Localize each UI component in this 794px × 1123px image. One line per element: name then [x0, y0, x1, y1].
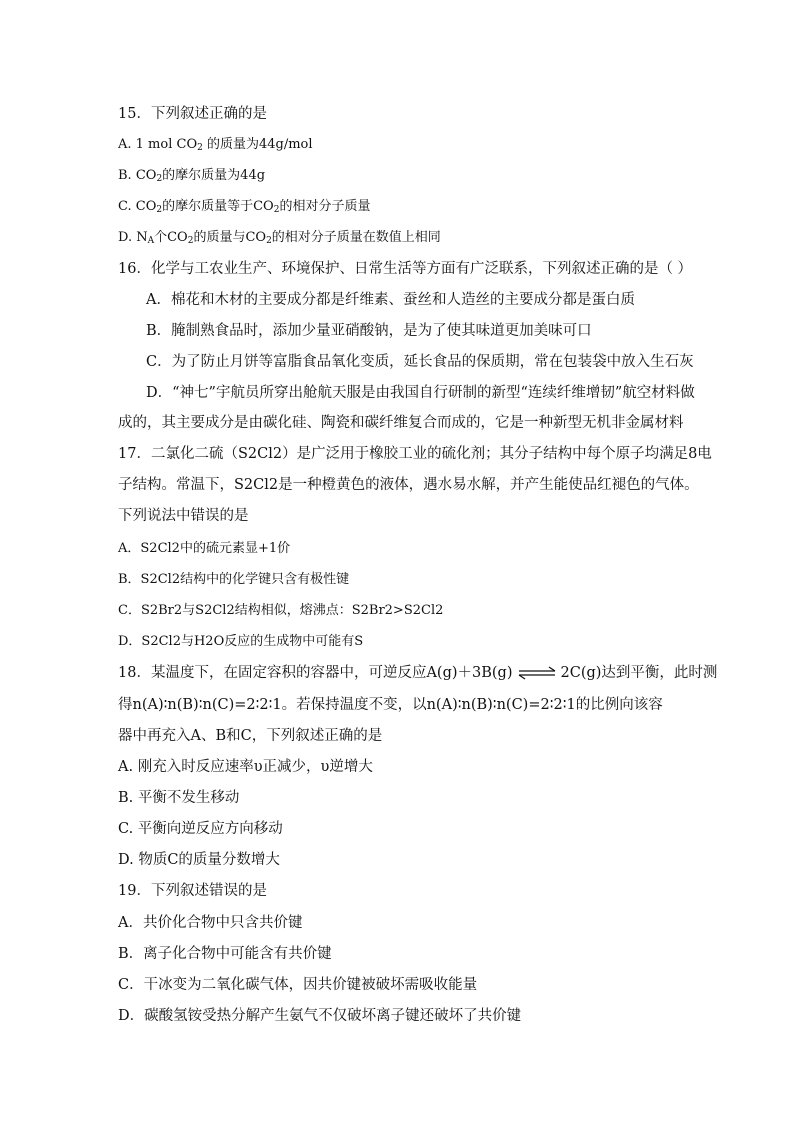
- q16-stem: 16．化学与工农业生产、环境保护、日常生活等方面有广泛联系，下列叙述正确的是（ ）: [118, 261, 693, 277]
- q16-option-d: D．“神七”宇航员所穿出舱航天服是由我国自行研制的新型“连续纤维增韧”航空材料做: [146, 385, 695, 401]
- q18-option-c: C. 平衡向逆反应方向移动: [118, 821, 283, 837]
- q17-stem-2: 子结构。常温下，S2Cl2是一种橙黄色的液体，遇水易水解，并产生能使品红褪色的气体。: [118, 477, 699, 493]
- q18-option-d: D. 物质C的质量分数增大: [118, 852, 280, 868]
- q19-option-b: B．离子化合物中可能含有共价键: [118, 946, 332, 962]
- q16-option-d-cont: 成的，其主要成分是由碳化硅、陶瓷和碳纤维复合而成的，它是一种新型无机非金属材料: [118, 415, 684, 431]
- q15-option-d: D. $N_A$个$CO_2$的质量与$CO_2$的相对分子质量在数值上相同: [118, 230, 441, 246]
- q17-option-c: C．S2Br2与S2Cl2结构相似，熔沸点：S2Br2>S2Cl2: [118, 603, 444, 618]
- q17-stem-1: 17．二氯化二硫（S2Cl2）是广泛用于橡胶工业的硫化剂；其分子结构中每个原子均满足8电: [118, 446, 712, 462]
- q18-stem-3: 器中再充入A、B和C，下列叙述正确的是: [118, 728, 383, 744]
- q18-option-a: A. 刚充入时反应速率υ正减少，υ逆增大: [118, 759, 373, 775]
- q15-stem: 15．下列叙述正确的是: [118, 106, 267, 122]
- q15-option-b: B. $CO_2$的摩尔质量为44g: [118, 168, 266, 184]
- q15-option-c: C. $CO_2$的摩尔质量等于$CO_2$的相对分子质量: [118, 199, 371, 215]
- q16-option-a: A．棉花和木材的主要成分都是纤维素、蚕丝和人造丝的主要成分都是蛋白质: [146, 292, 635, 308]
- q19-stem: 19．下列叙述错误的是: [118, 883, 267, 899]
- equilibrium-arrow-icon: [517, 666, 557, 680]
- q15-option-a: A. 1 mol $CO_2$ 的质量为44g/mol: [118, 137, 313, 153]
- q19-option-d: D．碳酸氢铵受热分解产生氨气不仅破坏离子键还破坏了共价键: [118, 1008, 522, 1024]
- q17-option-b: B．S2Cl2结构中的化学键只含有极性键: [118, 572, 350, 587]
- q16-option-b: B．腌制熟食品时，添加少量亚硝酸钠，是为了使其味道更加美味可口: [146, 323, 592, 339]
- q18-stem-2: 得n(A)∶n(B)∶n(C)=2∶2∶1。若保持温度不变，以n(A)∶n(B)∶n(C)=2∶2∶1的比例向该容: [118, 697, 663, 713]
- q17-option-d: D．S2Cl2与H2O反应的生成物中可能有S: [118, 634, 364, 649]
- q18-stem-1: 18．某温度下，在固定容积的容器中，可逆反应A(g)＋3B(g) 2C(g)达到平衡，此时测: [118, 665, 718, 681]
- q17-stem-3: 下列说法中错误的是: [118, 508, 249, 524]
- q16-option-c: C．为了防止月饼等富脂食品氧化变质，延长食品的保质期，常在包装袋中放入生石灰: [146, 354, 694, 370]
- q19-option-a: A．共价化合物中只含共价键: [118, 915, 303, 931]
- q17-option-a: A．S2Cl2中的硫元素显+1价: [118, 541, 291, 556]
- q18-option-b: B. 平衡不发生移动: [118, 790, 240, 806]
- q19-option-c: C．干冰变为二氧化碳气体，因共价键被破坏需吸收能量: [118, 977, 478, 993]
